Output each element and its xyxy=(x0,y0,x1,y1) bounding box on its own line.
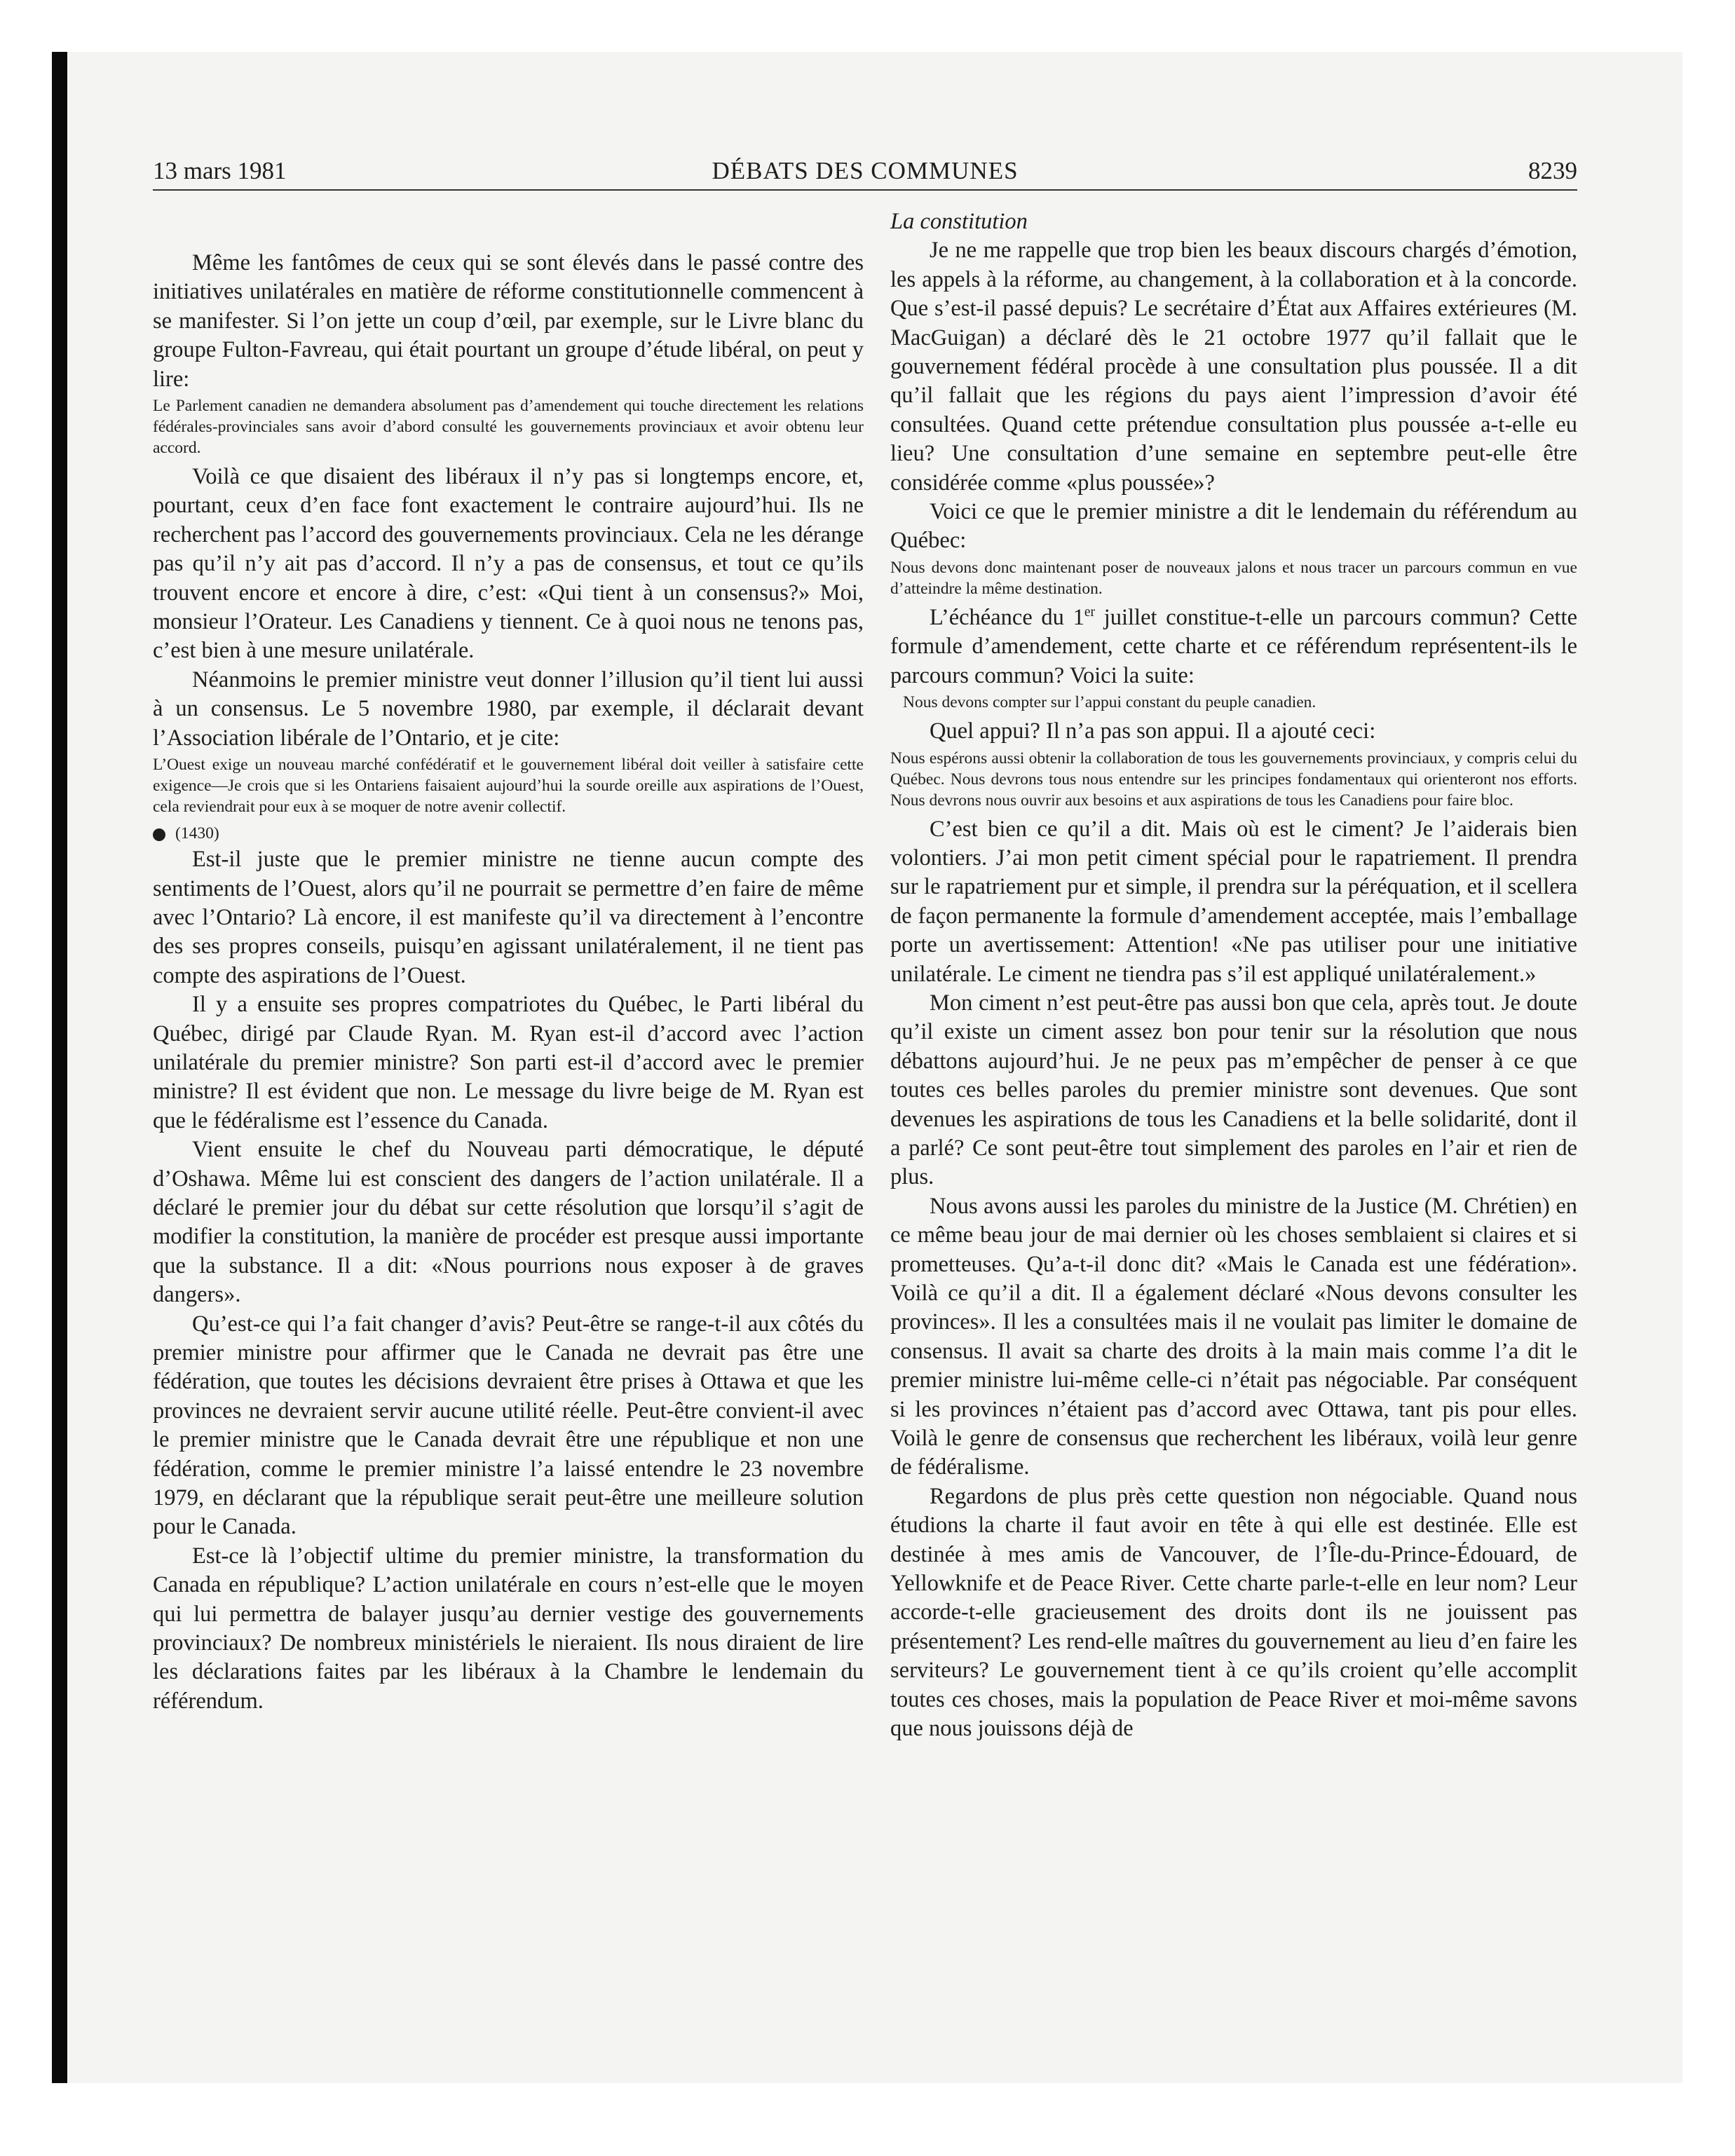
scan-edge-bar xyxy=(52,52,67,2083)
paragraph: Vient ensuite le chef du Nouveau parti démocratique, le député d’Oshawa. Même lui est conscient des dangers de l’action unilatérale. Il a déclaré le premier jour du débat sur cette résolution que lorsqu’il s’agit de modifier la constitution, la manière de procéder est presque aussi importante que la substance. Il a dit: «Nous pourrions nous exposer à de graves dangers». xyxy=(153,1137,864,1308)
paragraph: Quel appui? Il n’a pas son appui. Il a ajouté ceci: xyxy=(930,718,1376,744)
left-column xyxy=(153,249,864,1716)
paragraph: Il y a ensuite ses propres compatriotes du Québec, le Parti libéral du Québec, dirigé par Claude Ryan. M. Ryan est-il d’accord avec l’action unilatérale du premier ministre? Son parti est-il d’accord avec le premier ministre? Il est évident que non. Le message du livre beige de M. Ryan est que le fédéralisme est l’essence du Canada. xyxy=(153,992,864,1133)
paragraph: Est-ce là l’objectif ultime du premier ministre, la transformation du Canada en république? L’action unilatérale en cours n’est-elle que le moyen qui lui permettra de balayer jusqu’au dernier vestige des gouvernements provinciaux? De nombreux ministériels le nieraient. Ils nous diraient de lire les déclarations faites par les libéraux à la Chambre le lendemain du référendum. xyxy=(153,1543,864,1714)
ordinal-superscript: er xyxy=(1084,605,1096,620)
paragraph-text-start: L’échéance du 1 xyxy=(930,604,1084,630)
block-quote: Nous devons compter sur l’appui constant du peuple canadien. xyxy=(903,693,1316,712)
section-title: La constitution xyxy=(890,209,1028,234)
paragraph: Nous avons aussi les paroles du ministre de la Justice (M. Chrétien) en ce même beau jour de mai dernier où les choses semblaient si claires et si prometteuses. Qu’a-t-il donc dit? «Mais le Canada est une fédération». Voilà ce qu’il a dit. Il a également déclaré «Nous devons consulter les provinces». Il les a consultées mais il ne voulait pas limiter le domaine de consensus. Il avait sa charte des droits à la main mais comme l’a dit le premier ministre lui-même celle-ci n’était pas négociable. Par conséquent si les provinces n’étaient pas d’accord avec Ottawa, tant pis pour elles. Voilà le genre de consensus que recherchent les libéraux, voilà leur genre de fédéralisme. xyxy=(890,1193,1577,1480)
paragraph-text-end: juillet constitue-t-elle un parcours commun? Cette formule d’amendement, cette charte et ce référendum représentent-ils le parcours commun? Voici la suite: xyxy=(890,604,1577,688)
header-title: DÉBATS DES COMMUNES xyxy=(712,157,1019,184)
block-quote: L’Ouest exige un nouveau marché confédératif et le gouvernement libéral doit veiller à satisfaire cette exigence—Je crois que si les Ontariens faisaient aujourd’hui la sourde oreille aux aspirations de l’Ouest, cela reviendrait pour eux à se moquer de notre avenir collectif. xyxy=(153,756,864,817)
paragraph: Qu’est-ce qui l’a fait changer d’avis? Peut-être se range-t-il aux côtés du premier ministre pour affirmer que le Canada ne devrait pas être une fédération, que toutes les décisions devraient être prises à Ottawa et que les provinces ne devraient servir aucune utilité réelle. Peut-être convient-il avec le premier ministre que le Canada devrait être une république et non une fédération, comme le premier ministre l’a laissé entendre le 23 novembre 1979, en déclarant que la république serait peut-être une meilleure solution pour le Canada. xyxy=(153,1311,864,1540)
block-quote: Le Parlement canadien ne demandera absolument pas d’amendement qui touche directement les relations fédérales-provinciales sans avoir d’abord consulté les gouvernements provinciaux et avoir obtenu leur accord. xyxy=(153,397,864,458)
paragraph: Je ne me rappelle que trop bien les beaux discours chargés d’émotion, les appels à la réforme, au changement, à la collaboration et à la concorde. Que s’est-il passé depuis? Le secrétaire d’État aux Affaires extérieures (M. MacGuigan) a déclaré dès le 21 octobre 1977 qu’il fallait que le gouvernement fédéral procède à une consultation plus poussée. Il a dit qu’il fallait que les régions du pays aient l’impression d’avoir été consultées. Quand cette prétendue consultation plus poussée a-t-elle eu lieu? Une consultation d’une semaine en septembre peut-elle être considérée comme «plus poussée»? xyxy=(890,238,1577,496)
paragraph: Mon ciment n’est peut-être pas aussi bon que cela, après tout. Je doute qu’il existe un ciment assez bon pour tenir sur la résolution que nous débattons aujourd’hui. Je ne peux pas m’empêcher de penser à ce que toutes ces belles paroles du premier ministre sont devenues. Que sont devenues les aspirations de tous les Canadiens et la belle solidarité, dont il a parlé? Ce sont peut-être tout simplement des paroles en l’air et rien de plus. xyxy=(890,990,1577,1190)
right-column xyxy=(890,207,1577,1744)
paragraph: Même les fantômes de ceux qui se sont élevés dans le passé contre des initiatives unilatérales en matière de réforme constitutionnelle commencent à se manifester. Si l’on jette un coup d’œil, par exemple, sur le Livre blanc du groupe Fulton-Favreau, qui était pourtant un groupe d’étude libéral, on peut y lire: xyxy=(153,250,864,392)
block-quote: Nous espérons aussi obtenir la collaboration de tous les gouvernements provinciaux, y compris celui du Québec. Nous devrons tous nous entendre sur les principes fondamentaux qui orienteront nos efforts. Nous devrons nous ouvrir aux besoins et aux aspirations de tous les Canadiens pour faire bloc. xyxy=(890,749,1577,810)
page-header xyxy=(153,156,1577,191)
paragraph: Voilà ce que disaient des libéraux il n’y pas si longtemps encore, et, pourtant, ceux d’en face font exactement le contraire aujourd’hui. Ils ne recherchent pas l’accord des gouvernements provinciaux. Cela ne les dérange pas qu’il n’y ait pas d’accord. Il n’y a pas de consensus, et tout ce qu’ils trouvent encore et encore à dire, c’est: «Qui tient à un consensus?» Moi, monsieur l’Orateur. Les Canadiens y tiennent. Ce à quoi nous ne tenons pas, c’est bien à une mesure unilatérale. xyxy=(153,464,864,664)
paragraph: Voici ce que le premier ministre a dit le lendemain du référendum au Québec: xyxy=(890,499,1577,554)
paragraph: Néanmoins le premier ministre veut donner l’illusion qu’il tient lui aussi à un consensus. Le 5 novembre 1980, par exemple, il déclarait devant l’Association libérale de l’Ontario, et je cite: xyxy=(153,667,864,751)
time-marker xyxy=(153,823,864,844)
bullet-dot-icon xyxy=(153,828,165,841)
header-page-number: 8239 xyxy=(1528,157,1577,184)
paragraph: C’est bien ce qu’il a dit. Mais où est le ciment? Je l’aiderais bien volontiers. J’ai mon petit ciment spécial pour le rapatriement. Il prendra sur le rapatriement pur et simple, il prendra sur la péréquation, et il scellera de façon permanente la formule d’amendement acceptée, mais l’emballage porte un avertissement: Attention! «Ne pas utiliser pour une initiative unilatérale. Le ciment ne tiendra pas s’il est appliqué unilatéralement.» xyxy=(890,816,1577,987)
header-date: 13 mars 1981 xyxy=(153,157,287,184)
time-marker-label: (1430) xyxy=(175,824,219,843)
paragraph: Regardons de plus près cette question non négociable. Quand nous étudions la charte il faut avoir en tête à qui elle est destinée. Elle est destinée à mes amis de Vancouver, de l’Île-du-Prince-Édouard, de Yellowknife et de Peace River. Cette charte parle-t-elle en leur nom? Leur accorde-t-elle gracieusement des droits dont ils ne jouissent pas présentement? Les rend-elle maîtres du gouvernement au lieu d’en faire les serviteurs? Le gouvernement tient à ce qu’ils croient qu’elle accomplit toutes ces choses, mais la population de Peace River et moi-même savons que nous jouissons déjà de xyxy=(890,1483,1577,1742)
paragraph xyxy=(890,603,1577,690)
paragraph: Est-il juste que le premier ministre ne tienne aucun compte des sentiments de l’Ouest, alors qu’il ne pourrait se permettre d’en faire de même avec l’Ontario? Là encore, il est manifeste qu’il va directement à l’encontre des ses propres conseils, puisqu’en agissant unilatéralement, il ne tient pas compte des aspirations de l’Ouest. xyxy=(153,847,864,988)
block-quote: Nous devons donc maintenant poser de nouveaux jalons et nous tracer un parcours commun en vue d’atteindre la même destination. xyxy=(890,558,1577,598)
